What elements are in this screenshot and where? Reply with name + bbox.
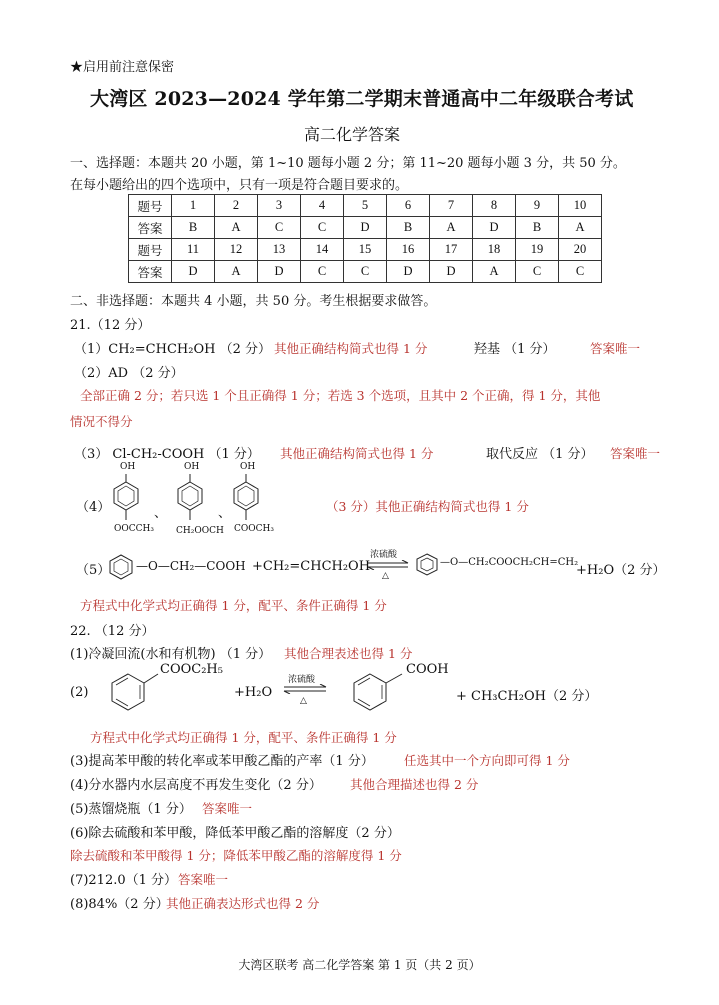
page-subtitle: 高二化学答案 xyxy=(304,125,401,144)
benzene-ring-icon xyxy=(414,552,440,578)
table-cell: 14 xyxy=(301,239,344,261)
q22-label: 22. （12 分） xyxy=(70,624,155,639)
table-cell: B xyxy=(387,217,430,239)
table-cell: 17 xyxy=(430,239,473,261)
struct2-top-label: OH xyxy=(184,462,200,472)
table-cell: 15 xyxy=(344,239,387,261)
product-2: +H₂O（2 分） xyxy=(576,563,666,578)
q22-answer-2-label: (2) xyxy=(70,685,89,700)
condition-bottom: △ xyxy=(300,696,307,706)
ethanol-product: + CH₃CH₂OH（2 分） xyxy=(456,689,598,704)
table-cell: 16 xyxy=(387,239,430,261)
q22-answer-5: (5)蒸馏烧瓶（1 分） xyxy=(70,802,192,817)
struct1-bottom-label: OOCCH₃ xyxy=(114,524,154,534)
table-cell: 7 xyxy=(430,195,473,217)
separator: 、 xyxy=(218,506,232,521)
q21-structure-1 xyxy=(104,462,164,540)
q21-note-1: 其他正确结构简式也得 1 分 xyxy=(274,341,428,356)
table-cell: 8 xyxy=(473,195,516,217)
table-cell: B xyxy=(172,217,215,239)
table-cell: D xyxy=(430,261,473,283)
table-cell: 11 xyxy=(172,239,215,261)
q21-note-1b: 答案唯一 xyxy=(590,341,641,356)
q22-answer-6: (6)除去硫酸和苯甲酸，降低苯甲酸乙酯的溶解度（2 分） xyxy=(70,826,400,841)
q22-answer-3: (3)提高苯甲酸的转化率或苯甲酸乙酯的产率（1 分） xyxy=(70,754,374,769)
table-cell: C xyxy=(344,261,387,283)
product-formula: —O—CH₂COOCH₂CH=CH₂ xyxy=(440,557,579,568)
q21-answer-4-label: （4） xyxy=(76,500,111,515)
table-cell: D xyxy=(387,261,430,283)
struct1-top-label: OH xyxy=(120,462,136,472)
q22-note-1: 其他合理表述也得 1 分 xyxy=(284,646,413,661)
q21-note-5: 方程式中化学式均正确得 1 分，配平、条件正确得 1 分 xyxy=(80,598,387,613)
table-cell: C xyxy=(258,217,301,239)
table-cell: 18 xyxy=(473,239,516,261)
q22-note-5: 答案唯一 xyxy=(202,801,253,816)
struct3-bottom-label: COOCH₃ xyxy=(234,524,274,534)
table-cell: 6 xyxy=(387,195,430,217)
part1-instructions-1: 一、选择题：本题共 20 小题，第 1~10 题每小题 2 分；第 11~20 题每小题 3 分，共 50 分。 xyxy=(70,156,626,171)
table-row xyxy=(129,195,602,217)
table-row-header: 题号 xyxy=(129,195,172,217)
table-row xyxy=(129,261,602,283)
table-cell: 2 xyxy=(215,195,258,217)
q22-answer-8: (8)84%（2 分） xyxy=(70,897,169,912)
table-cell: D xyxy=(473,217,516,239)
condition-bottom: △ xyxy=(382,571,389,581)
table-row xyxy=(129,239,602,261)
part1-instructions-2: 在每小题给出的四个选项中，只有一项是符合题目要求的。 xyxy=(70,178,409,193)
q22-note-6: 除去硫酸和苯甲酸得 1 分；降低苯甲酸乙酯的溶解度得 1 分 xyxy=(70,848,402,863)
table-cell: 19 xyxy=(516,239,559,261)
reactant-2: +CH₂=CHCH₂OH xyxy=(252,559,371,574)
q21-answer-1b: 羟基 （1 分） xyxy=(474,342,556,357)
q21-answer-5-label: （5） xyxy=(76,563,111,578)
answer-table xyxy=(128,194,602,283)
confidential-notice: ★启用前注意保密 xyxy=(70,60,175,75)
q21-answer-3b: 取代反应 （1 分） xyxy=(486,447,594,462)
table-cell: 10 xyxy=(559,195,602,217)
page-footer: 大湾区联考 高二化学答案 第 1 页（共 2 页） xyxy=(238,958,481,972)
q21-note-3: 其他正确结构简式也得 1 分 xyxy=(280,446,434,461)
q21-answer-1: （1）CH₂=CHCH₂OH （2 分） xyxy=(74,342,271,357)
q21-note-3b: 答案唯一 xyxy=(610,446,661,461)
q21-note-4: （3 分）其他正确结构简式也得 1 分 xyxy=(326,499,529,514)
q22-answer-4: (4)分水器内水层高度不再发生变化（2 分） xyxy=(70,778,322,793)
table-cell: C xyxy=(516,261,559,283)
page-title: 大湾区 2023—2024 学年第二学期末普通高中二年级联合考试 xyxy=(90,88,634,110)
condition-top: 浓硫酸 xyxy=(370,550,398,560)
benzene-ring-icon xyxy=(106,552,136,582)
q22-answer-7: (7)212.0（1 分） xyxy=(70,873,178,888)
reactant-formula: —O—CH₂—COOH xyxy=(136,559,246,573)
q21-label: 21.（12 分） xyxy=(70,318,151,333)
table-row-header: 答案 xyxy=(129,217,172,239)
acid-group: COOH xyxy=(406,662,449,677)
separator: 、 xyxy=(154,506,168,521)
table-cell: A xyxy=(559,217,602,239)
table-cell: D xyxy=(258,261,301,283)
table-cell: 4 xyxy=(301,195,344,217)
table-cell: 13 xyxy=(258,239,301,261)
table-cell: D xyxy=(172,261,215,283)
reversible-arrow-icon xyxy=(282,684,328,694)
ester-group: COOC₂H₅ xyxy=(160,662,223,677)
table-row-header: 答案 xyxy=(129,261,172,283)
table-cell: 12 xyxy=(215,239,258,261)
table-cell: A xyxy=(215,261,258,283)
table-cell: 5 xyxy=(344,195,387,217)
table-cell: B xyxy=(516,217,559,239)
table-row xyxy=(129,217,602,239)
q22-note-2: 方程式中化学式均正确得 1 分，配平、条件正确得 1 分 xyxy=(90,730,397,745)
q21-note-2a: 全部正确 2 分；若只选 1 个且正确得 1 分；若选 3 个选项，且其中 2 个正确，得 1 分，其他 xyxy=(80,388,601,403)
table-cell: 20 xyxy=(559,239,602,261)
q21-note-2b: 情况不得分 xyxy=(70,414,133,429)
table-cell: A xyxy=(473,261,516,283)
q21-answer-2: （2）AD （2 分） xyxy=(74,366,184,381)
reversible-arrow-icon xyxy=(366,560,410,570)
q22-note-7: 答案唯一 xyxy=(178,872,229,887)
q22-note-8: 其他正确表达形式也得 2 分 xyxy=(166,896,320,911)
table-cell: 9 xyxy=(516,195,559,217)
table-cell: A xyxy=(215,217,258,239)
water-reactant: +H₂O xyxy=(234,685,273,700)
table-cell: C xyxy=(301,261,344,283)
struct3-top-label: OH xyxy=(240,462,256,472)
q21-structure-3 xyxy=(224,462,284,540)
table-cell: D xyxy=(344,217,387,239)
q22-note-4: 其他合理描述也得 2 分 xyxy=(350,777,479,792)
table-cell: C xyxy=(559,261,602,283)
table-cell: 3 xyxy=(258,195,301,217)
table-cell: A xyxy=(430,217,473,239)
q22-note-3: 任选其中一个方向即可得 1 分 xyxy=(404,753,570,768)
table-cell: C xyxy=(301,217,344,239)
table-cell: 1 xyxy=(172,195,215,217)
part2-heading: 二、非选择题：本题共 4 小题，共 50 分。考生根据要求做答。 xyxy=(70,294,437,309)
table-row-header: 题号 xyxy=(129,239,172,261)
condition-top: 浓硫酸 xyxy=(288,675,316,685)
q22-answer-1: (1)冷凝回流(水和有机物) （1 分） xyxy=(70,647,272,662)
q21-answer-3: （3） Cl-CH₂-COOH （1 分） xyxy=(74,447,260,462)
struct2-bottom-label: CH₂OOCH xyxy=(176,526,224,536)
